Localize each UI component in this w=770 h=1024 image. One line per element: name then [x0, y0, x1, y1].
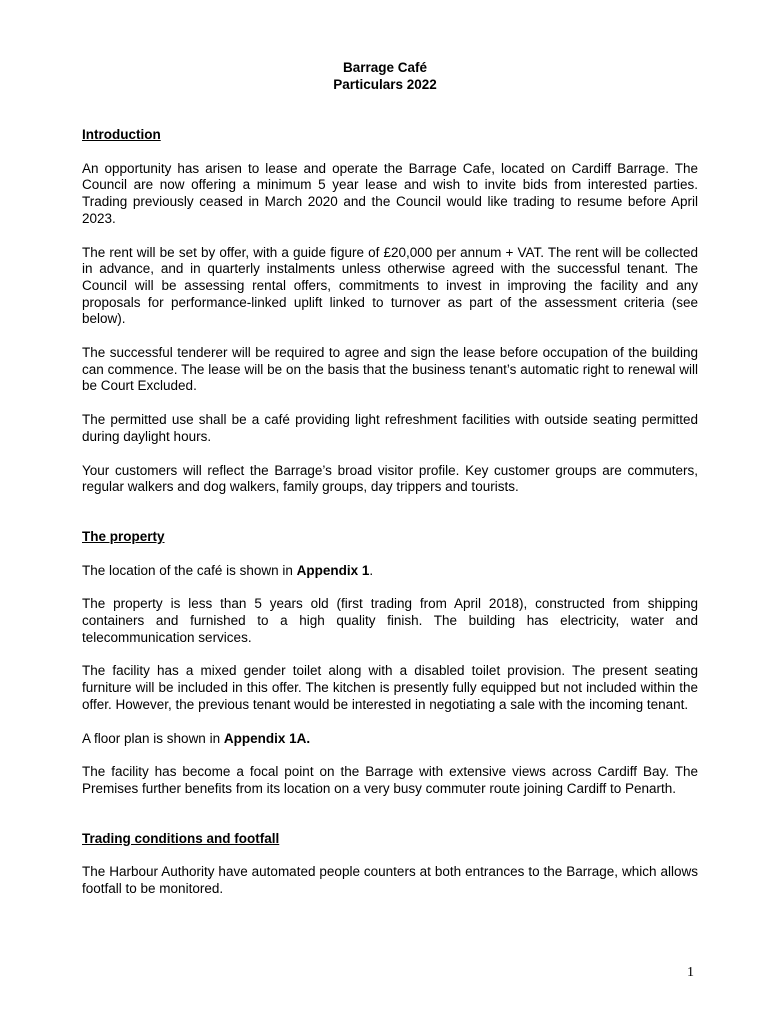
section-heading-property: The property [82, 528, 165, 544]
page-number: 1 [687, 965, 694, 980]
property-paragraph-5: The facility has become a focal point on the Barrage with extensive views across Cardiff Bay. The Premises further benefits from its location on a very busy commuter route joining Cardiff to Penarth. [82, 764, 698, 796]
introduction-paragraph-1: An opportunity has arisen to lease and operate the Barrage Cafe, located on Cardiff Barrage. The Council are now offering a minimum 5 year lease and wish to invite bids from interested parties. Trading previously ceased in March 2020 and the Council would like trading to resume before April 2023. [82, 160, 698, 226]
document-body [82, 127, 698, 915]
property-paragraph-1-end: . [369, 562, 374, 578]
title-block [0, 59, 770, 93]
property-paragraph-4 [82, 731, 698, 748]
section-heading-introduction: Introduction [82, 127, 161, 142]
introduction-paragraph-4: The permitted use shall be a café providing light refreshment facilities with outside seating permitted during daylight hours. [82, 412, 698, 444]
property-paragraph-1 [82, 563, 698, 580]
trading-paragraph-1: The Harbour Authority have automated people counters at both entrances to the Barrage, which allows footfall to be monitored. [82, 864, 698, 897]
introduction-paragraph-2: The rent will be set by offer, with a guide figure of £20,000 per annum + VAT. The rent will be collected in advance, and in quarterly instalments unless otherwise agreed with the successful tenant. The Council will be assessing rental offers, commitments to invest in improving the facility and any proposals for performance-linked uplift linked to turnover as part of the assessment criteria (see below). [82, 244, 698, 327]
introduction-paragraph-3: The successful tenderer will be required to agree and sign the lease before occupation of the building can commence. The lease will be on the basis that the business tenant’s automatic right to renewal will be Court Excluded. [82, 345, 698, 394]
property-paragraph-1-text: The location of the café is shown in [82, 562, 297, 578]
document-subtitle: Particulars 2022 [333, 77, 437, 92]
introduction-paragraph-5: Your customers will reflect the Barrage’s broad visitor profile. Key customer groups are commuters, regular walkers and dog walkers, family groups, day trippers and tourists. [82, 462, 698, 495]
property-paragraph-4-text: A floor plan is shown in [82, 730, 224, 746]
appendix-1a-reference: Appendix 1A. [223, 730, 311, 746]
section-heading-trading: Trading conditions and footfall [82, 830, 280, 846]
property-paragraph-2: The property is less than 5 years old (first trading from April 2018), constructed from shipping containers and furnished to a high quality finish. The building has electricity, water and telecommunication services. [82, 596, 698, 645]
document-title: Barrage Café [342, 60, 428, 75]
appendix-1-reference: Appendix 1 [296, 562, 370, 578]
property-paragraph-3: The facility has a mixed gender toilet along with a disabled toilet provision. The present seating furniture will be included in this offer. The kitchen is presently fully equipped but not included within the offer. However, the previous tenant would be interested in negotiating a sale with the incoming tenant. [82, 663, 698, 712]
